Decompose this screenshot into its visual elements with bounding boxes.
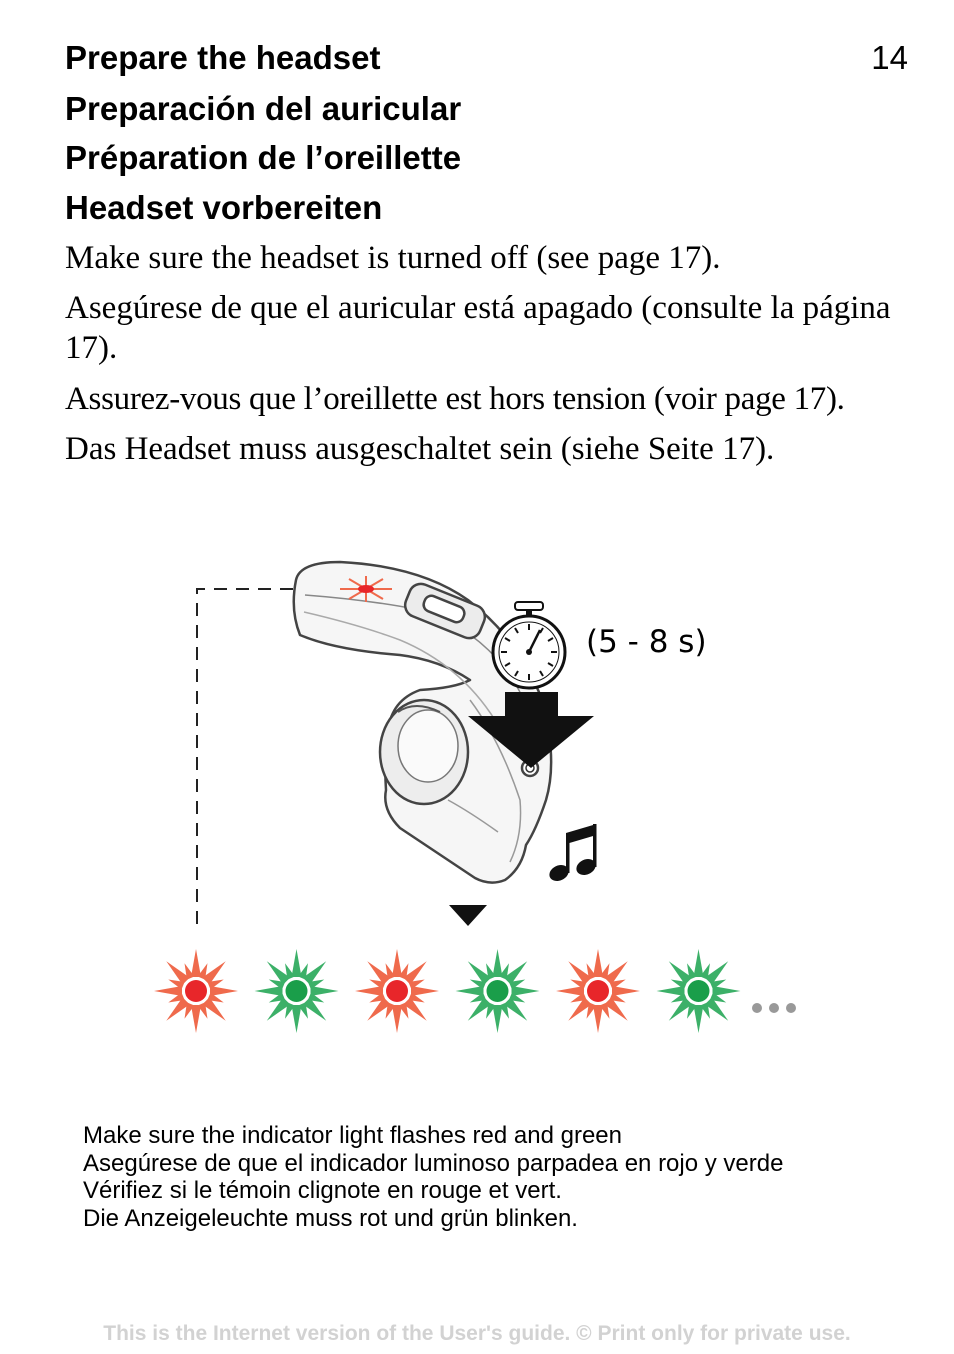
- heading-spanish: Preparación del auricular: [65, 90, 462, 127]
- heading-french: Préparation de l’oreillette: [65, 139, 462, 176]
- caption-spanish: Asegúrese de que el indicador luminoso parpadea en rojo y verde: [83, 1149, 784, 1177]
- captions: [83, 1122, 783, 1232]
- instruction-german: Das Headset muss ausgeschaltet sein (siehe Seite 17).: [65, 431, 775, 467]
- flashing-light-icon: [355, 949, 439, 1033]
- down-triangle-icon: [449, 905, 487, 926]
- music-note-icon: [547, 824, 598, 884]
- flashing-light-icon: [657, 949, 741, 1033]
- flashing-light-icon: [255, 949, 339, 1033]
- flashing-light-icon: [154, 949, 238, 1033]
- instruction-english: Make sure the headset is turned off (see page 17).: [65, 240, 721, 276]
- caption-german: Die Anzeigeleuchte muss rot und grün blinken.: [83, 1204, 578, 1232]
- footer-notice: This is the Internet version of the User's guide. © Print only for private use.: [103, 1322, 851, 1345]
- flash-sequence: [154, 949, 741, 1033]
- caption-english: Make sure the indicator light flashes red and green: [83, 1122, 622, 1149]
- heading-german: Headset vorbereiten: [65, 189, 383, 226]
- flashing-light-icon: [556, 949, 640, 1033]
- instruction-spanish: Asegúrese de que el auricular está apagado (consulte la página 17).: [65, 290, 891, 366]
- stopwatch-icon: [493, 602, 565, 688]
- ellipsis-dots: [752, 1003, 796, 1013]
- caption-french: Vérifiez si le témoin clignote en rouge et vert.: [83, 1177, 562, 1204]
- instruction-french: Assurez-vous que l’oreillette est hors tension (voir page 17).: [65, 381, 845, 417]
- page-number: 14: [871, 39, 908, 76]
- headset-figure: [0, 520, 954, 1080]
- flashing-light-icon: [456, 949, 540, 1033]
- duration-label: (5 - 8 s): [586, 624, 707, 660]
- heading-english: Prepare the headset: [65, 39, 381, 76]
